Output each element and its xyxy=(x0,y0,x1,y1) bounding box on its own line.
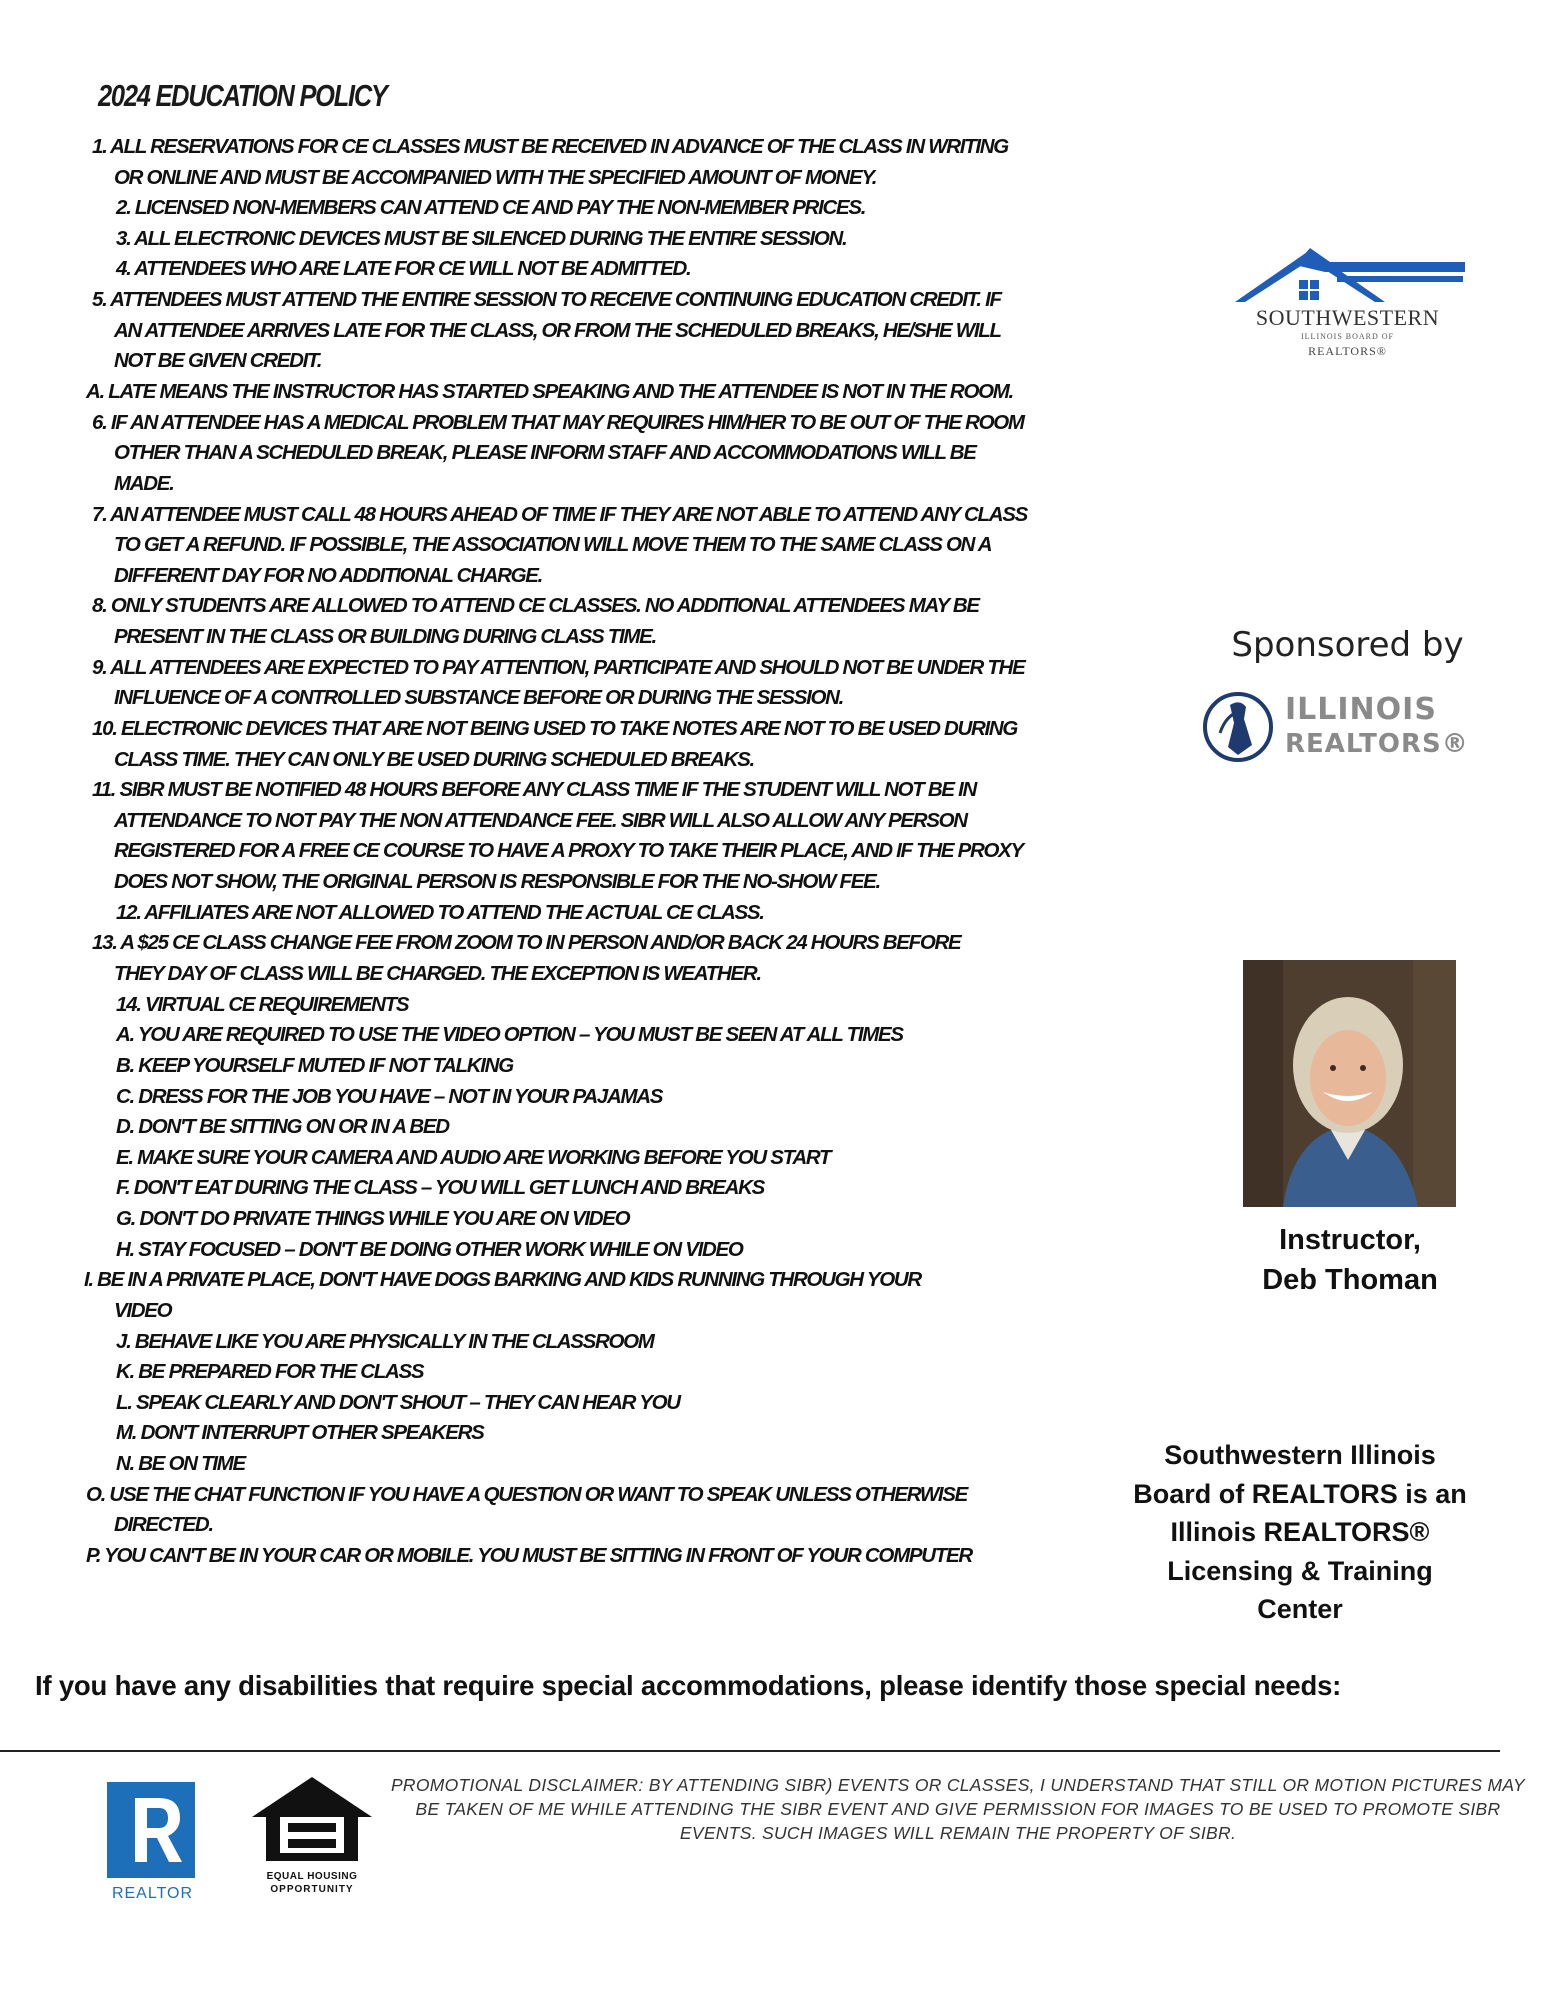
policy-line: 14. VIRTUAL CE REQUIREMENTS xyxy=(116,993,409,1016)
policy-line: DIRECTED. xyxy=(114,1513,213,1536)
eho-text-line1: EQUAL HOUSING xyxy=(266,1871,358,1882)
policy-line: INFLUENCE OF A CONTROLLED SUBSTANCE BEFORE OR DURING THE SESSION. xyxy=(114,686,844,709)
policy-line: REGISTERED FOR A FREE CE COURSE TO HAVE A PROXY TO TAKE THEIR PLACE, AND IF THE PROXY xyxy=(114,839,1023,862)
policy-line: AN ATTENDEE ARRIVES LATE FOR THE CLASS, OR FROM THE SCHEDULED BREAKS, HE/SHE WILL xyxy=(114,319,1001,342)
policy-line: M. DON'T INTERRUPT OTHER SPEAKERS xyxy=(116,1421,484,1444)
policy-line: VIDEO xyxy=(114,1299,172,1322)
instructor-label: Instructor, xyxy=(1279,1224,1421,1256)
policy-line: B. KEEP YOURSELF MUTED IF NOT TALKING xyxy=(116,1054,513,1077)
policy-line: P. YOU CAN'T BE IN YOUR CAR OR MOBILE. YOU MUST BE SITTING IN FRONT OF YOUR COMPUTER xyxy=(86,1544,972,1567)
policy-line: 10. ELECTRONIC DEVICES THAT ARE NOT BEING USED TO TAKE NOTES ARE NOT TO BE USED DURING xyxy=(92,717,1018,740)
policy-line: D. DON'T BE SITTING ON OR IN A BED xyxy=(116,1115,449,1138)
illinois-emblem-icon xyxy=(1200,685,1280,770)
policy-line: 2. LICENSED NON-MEMBERS CAN ATTEND CE AND PAY THE NON-MEMBER PRICES. xyxy=(116,196,866,219)
sw-logo-realtors: REALTORS® xyxy=(1308,344,1387,358)
policy-line: OR ONLINE AND MUST BE ACCOMPANIED WITH THE SPECIFIED AMOUNT OF MONEY. xyxy=(114,166,877,189)
policy-line: 8. ONLY STUDENTS ARE ALLOWED TO ATTEND CE CLASSES. NO ADDITIONAL ATTENDEES MAY BE xyxy=(92,594,979,617)
policy-line: E. MAKE SURE YOUR CAMERA AND AUDIO ARE WORKING BEFORE YOU START xyxy=(116,1146,831,1169)
licensing-center-note: Southwestern Illinois Board of REALTORS is an Illinois REALTORS® Licensing & Training Center xyxy=(1133,1440,1467,1624)
illinois-realtors-logo xyxy=(1200,685,1475,770)
policy-line: 13. A $25 CE CLASS CHANGE FEE FROM ZOOM TO IN PERSON AND/OR BACK 24 HOURS BEFORE xyxy=(92,931,961,954)
answer-line[interactable] xyxy=(0,1750,1500,1752)
policy-line: OTHER THAN A SCHEDULED BREAK, PLEASE INFORM STAFF AND ACCOMMODATIONS WILL BE xyxy=(114,441,976,464)
instructor-caption xyxy=(1215,1220,1485,1300)
policy-line: CLASS TIME. THEY CAN ONLY BE USED DURING SCHEDULED BREAKS. xyxy=(114,748,754,771)
southwestern-realtors-logo xyxy=(1225,240,1470,375)
illinois-logo-line1: ILLINOIS xyxy=(1285,692,1437,727)
policy-line: 3. ALL ELECTRONIC DEVICES MUST BE SILENCED DURING THE ENTIRE SESSION. xyxy=(116,227,847,250)
policy-line: K. BE PREPARED FOR THE CLASS xyxy=(116,1360,424,1383)
policy-line: L. SPEAK CLEARLY AND DON'T SHOUT – THEY CAN HEAR YOU xyxy=(116,1391,680,1414)
realtor-logo-text: REALTOR xyxy=(111,1885,194,1902)
policy-line: TO GET A REFUND. IF POSSIBLE, THE ASSOCIATION WILL MOVE THEM TO THE SAME CLASS ON A xyxy=(114,533,992,556)
policy-line: C. DRESS FOR THE JOB YOU HAVE – NOT IN YOUR PAJAMAS xyxy=(116,1085,663,1108)
promotional-disclaimer: PROMOTIONAL DISCLAIMER: BY ATTENDING SIBR) EVENTS OR CLASSES, I UNDERSTAND THAT STILL OR MOTION PICTURES MAY BE TAKEN OF ME WHILE ATTENDING THE SIBR EVENT AND GIVE PERMISSION FOR IMAGES TO BE USED TO PROMOTE SIBR EVENTS. SUCH IMAGES WILL REMAIN THE PROPERTY OF SIBR. xyxy=(390,1775,1526,1843)
policy-line: 4. ATTENDEES WHO ARE LATE FOR CE WILL NOT BE ADMITTED. xyxy=(116,257,691,280)
realtor-r-icon xyxy=(105,1780,200,1880)
policy-line: 7. AN ATTENDEE MUST CALL 48 HOURS AHEAD OF TIME IF THEY ARE NOT ABLE TO ATTEND ANY CLASS xyxy=(92,503,1027,526)
policy-line: A. LATE MEANS THE INSTRUCTOR HAS STARTED SPEAKING AND THE ATTENDEE IS NOT IN THE ROOM. xyxy=(86,380,1013,403)
instructor-photo xyxy=(1243,960,1456,1207)
policy-line: 1. ALL RESERVATIONS FOR CE CLASSES MUST BE RECEIVED IN ADVANCE OF THE CLASS IN WRITING xyxy=(92,135,1008,158)
policy-line: N. BE ON TIME xyxy=(116,1452,245,1475)
policy-line: DOES NOT SHOW, THE ORIGINAL PERSON IS RESPONSIBLE FOR THE NO-SHOW FEE. xyxy=(114,870,880,893)
policy-line: H. STAY FOCUSED – DON'T BE DOING OTHER WORK WHILE ON VIDEO xyxy=(116,1238,743,1261)
sw-logo-subtitle: ILLINOIS BOARD OF xyxy=(1301,332,1394,341)
illinois-logo-line2: REALTORS® xyxy=(1285,729,1469,759)
policy-line: MADE. xyxy=(114,472,174,495)
policy-line: J. BEHAVE LIKE YOU ARE PHYSICALLY IN THE CLASSROOM xyxy=(116,1330,654,1353)
sponsored-by-label: Sponsored by xyxy=(1231,625,1464,665)
instructor-name: Deb Thoman xyxy=(1262,1264,1438,1296)
policy-line: A. YOU ARE REQUIRED TO USE THE VIDEO OPTION – YOU MUST BE SEEN AT ALL TIMES xyxy=(116,1023,903,1046)
sw-logo-name: SOUTHWESTERN xyxy=(1255,305,1440,330)
policy-line: G. DON'T DO PRIVATE THINGS WHILE YOU ARE ON VIDEO xyxy=(116,1207,630,1230)
disabilities-prompt: If you have any disabilities that require special accommodations, please identify those special needs: xyxy=(35,1670,1342,1701)
equal-housing-logo xyxy=(248,1773,376,1898)
eho-text-line2: OPPORTUNITY xyxy=(270,1884,354,1895)
policy-line: THEY DAY OF CLASS WILL BE CHARGED. THE EXCEPTION IS WEATHER. xyxy=(114,962,761,985)
policy-line: 6. IF AN ATTENDEE HAS A MEDICAL PROBLEM THAT MAY REQUIRES HIM/HER TO BE OUT OF THE ROOM xyxy=(92,411,1024,434)
policy-line: 5. ATTENDEES MUST ATTEND THE ENTIRE SESSION TO RECEIVE CONTINUING EDUCATION CREDIT. IF xyxy=(92,288,1001,311)
policy-line: I. BE IN A PRIVATE PLACE, DON'T HAVE DOGS BARKING AND KIDS RUNNING THROUGH YOUR xyxy=(84,1268,921,1291)
policy-line: ATTENDANCE TO NOT PAY THE NON ATTENDANCE FEE. SIBR WILL ALSO ALLOW ANY PERSON xyxy=(114,809,967,832)
page-title: 2024 EDUCATION POLICY xyxy=(98,78,387,113)
illinois-logo-text xyxy=(1285,693,1469,761)
policy-line: DIFFERENT DAY FOR NO ADDITIONAL CHARGE. xyxy=(114,564,543,587)
policy-line: 9. ALL ATTENDEES ARE EXPECTED TO PAY ATTENTION, PARTICIPATE AND SHOULD NOT BE UNDER THE xyxy=(92,656,1025,679)
realtor-logo xyxy=(105,1780,200,1900)
house-roof-icon xyxy=(1225,240,1470,310)
policy-line: PRESENT IN THE CLASS OR BUILDING DURING CLASS TIME. xyxy=(114,625,656,648)
equal-housing-icon xyxy=(248,1773,376,1865)
policy-line: 11. SIBR MUST BE NOTIFIED 48 HOURS BEFORE ANY CLASS TIME IF THE STUDENT WILL NOT BE IN xyxy=(92,778,977,801)
policy-line: NOT BE GIVEN CREDIT. xyxy=(114,349,322,372)
policy-line: F. DON'T EAT DURING THE CLASS – YOU WILL GET LUNCH AND BREAKS xyxy=(116,1176,765,1199)
policy-line: 12. AFFILIATES ARE NOT ALLOWED TO ATTEND THE ACTUAL CE CLASS. xyxy=(116,901,764,924)
policy-line: O. USE THE CHAT FUNCTION IF YOU HAVE A QUESTION OR WANT TO SPEAK UNLESS OTHERWISE xyxy=(86,1483,968,1506)
